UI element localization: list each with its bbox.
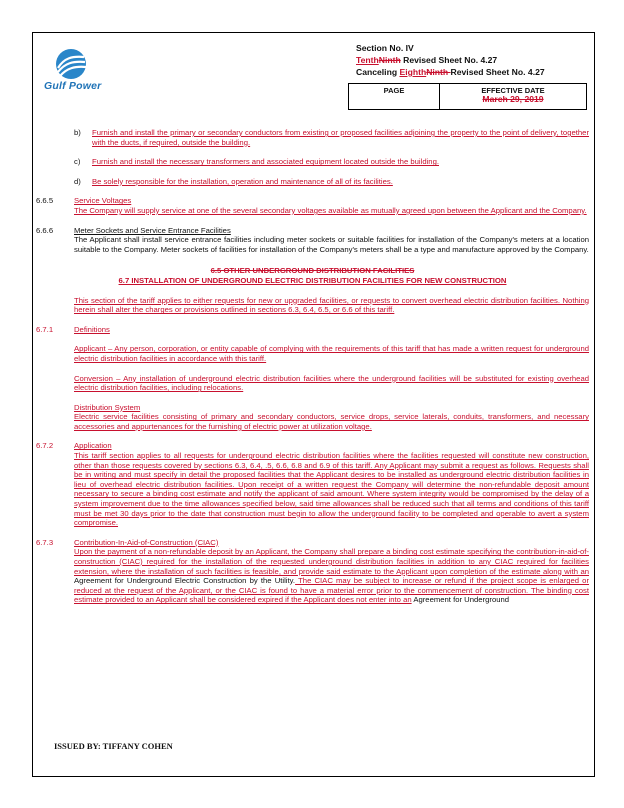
list-item-c bbox=[74, 157, 589, 167]
list-item-b bbox=[74, 128, 589, 147]
distribution-title: Distribution System bbox=[74, 402, 141, 412]
page-date-table bbox=[348, 83, 587, 110]
section-6-6-5 bbox=[36, 196, 589, 215]
section-number: Section No. IV bbox=[356, 43, 414, 53]
effective-date-cell bbox=[440, 84, 586, 109]
term: Conversion bbox=[74, 373, 113, 383]
new-heading: 6.7 INSTALLATION OF UNDERGROUND ELECTRIC DISTRIBUTION FACILITIES FOR NEW CONSTRUCTION bbox=[118, 275, 507, 285]
definition-conversion bbox=[74, 374, 589, 393]
list-label: b) bbox=[74, 128, 81, 137]
page-label: PAGE bbox=[349, 84, 440, 109]
company-logo bbox=[44, 48, 154, 98]
section-6-7-2 bbox=[36, 441, 589, 527]
effective-label: EFFECTIVE DATE bbox=[481, 86, 545, 95]
definition: – Any person, corporation, or entity capable of complying with the requirements of this tariff that has made a written request for underground electric distribution facilities in accordance with this tariff. bbox=[74, 344, 589, 363]
section-number: 6.7.3 bbox=[36, 537, 54, 547]
section-number: 6.7.1 bbox=[36, 324, 54, 334]
list-item-d bbox=[74, 177, 589, 187]
revised-suffix: Revised Sheet No. 4.27 bbox=[400, 55, 498, 65]
section-title: Meter Sockets and Service Entrance Facilities bbox=[74, 225, 231, 235]
section-title: Service Voltages bbox=[74, 196, 132, 206]
ciac-plain-2: Agreement for Underground bbox=[411, 595, 510, 605]
tariff-content bbox=[36, 128, 589, 605]
effective-date: March 29, 2019 bbox=[482, 94, 544, 104]
section-title: Definitions bbox=[74, 324, 110, 334]
old-heading: 6.5 OTHER UNDERGROUND DISTRIBUTION FACILITIES bbox=[210, 266, 415, 276]
canceling-sheet bbox=[356, 66, 545, 78]
distribution-text: Electric service facilities consisting of primary and secondary conductors, service drops, service laterals, conduits, transformers, and necessary accessories and appurtenances for the furnishing of electric power at utilization voltage. bbox=[74, 412, 589, 431]
revised-old: Ninth bbox=[378, 55, 401, 65]
definition-applicant bbox=[74, 344, 589, 363]
sheet-header bbox=[356, 42, 545, 78]
gulf-power-logo-icon bbox=[52, 48, 90, 80]
list-label: c) bbox=[74, 157, 81, 167]
revised-new: Tenth bbox=[356, 55, 379, 65]
section-title: Application bbox=[74, 441, 112, 451]
list-label: d) bbox=[74, 176, 81, 186]
term: Applicant bbox=[74, 344, 106, 354]
section-6-7-1 bbox=[36, 325, 589, 432]
section-number: 6.6.5 bbox=[36, 196, 54, 206]
canceling-suffix: Revised Sheet No. 4.27 bbox=[450, 67, 545, 77]
canceling-new: Eighth bbox=[399, 67, 427, 77]
section-text: The Applicant shall install service entrance facilities including meter sockets or suitable facilities for installation of the Company's meters at a location suitable to the Company. Meter sockets of facilities for installation of the Company's meters shall be a type and manufacture approved by the Company. bbox=[74, 235, 589, 254]
revised-sheet bbox=[356, 54, 545, 66]
section-number: 6.7.2 bbox=[36, 441, 54, 451]
intro-text: This section of the tariff applies to either requests for new or upgraded facilities, or requests to convert overhead electric distribution facilities. Nothing herein shall alter the charges or provisions outlined in sections 6.3, 6.4, 6.5, or 6.6 of this tariff. bbox=[74, 295, 589, 315]
canceling-old: Ninth bbox=[426, 67, 451, 77]
ciac-text-1: Upon the payment of a non-refundable deposit by an Applicant, the Company shall prepare a binding cost estimate specifying the contribution-in-aid-of-construction (CIAC) required for the installation of the requested underground distribution facilities in addition to any CIAC required for facilities extension, where the installation of such facilities is feasible, and provide said estimate to the Applicant upon completion of the estimate along with an bbox=[74, 547, 589, 576]
list-text: Be solely responsible for the installation, operation and maintenance of all of its facilities. bbox=[92, 176, 393, 186]
section-text: The Company will supply service at one of the several secondary voltages available as mutually agreed upon between the Applicant and the Company. bbox=[74, 205, 587, 215]
list-text: Furnish and install the necessary transformers and associated equipment located outside the building. bbox=[92, 157, 439, 167]
definition: – Any installation of underground electric distribution facilities where the underground facilities will be substituted for existing overhead electric distribution facilities, including relocations. bbox=[74, 373, 589, 393]
section-title: Contribution-In-Aid-of-Construction (CIAC) bbox=[74, 537, 219, 547]
section-number: 6.6.6 bbox=[36, 225, 54, 235]
section-text: This tariff section applies to all requests for underground electric distribution facilities where the facilities requested will constitute new construction, other than those requests covered by sections 6.3, 6.4, .5, 6.6, 6.8 and 6.9 of this tariff. Any Applicant may submit a request as follows. Requests shall be in writing and must specify in detail the proposed facilities that the Applicant desires to be installed as underground electric distribution facilities in lieu of overhead electric distribution facilities. Upon receipt of a written request the Company will determine the non-refundable deposit amount necessary to secure a binding cost estimate and notify the applicant of said amount. Where system integrity would be compromised by the delay of a system improvement due to the time allowances specified below, said time allowances shall be reduced such that all terms and conditions of this tariff must be met 30 days prior to the date that construction must begin to allow the underground facility to be completed and operable to avert a system compromise. bbox=[74, 451, 589, 528]
ciac-plain-1: Agreement for Underground Electric Construction by the Utility. bbox=[74, 576, 296, 586]
list-text: Furnish and install the primary or secondary conductors from existing or proposed facilities adjoining the property to the point of delivery, together with the ducts, if required, outside the building. bbox=[92, 128, 589, 147]
section-text bbox=[74, 547, 589, 605]
company-name: Gulf Power bbox=[44, 80, 102, 92]
section-6-6-6 bbox=[36, 226, 589, 255]
ciac-text-2: The CIAC may be subject to increase or refund if the project scope is enlarged or reduced at the request of the Applicant, or the CIAC is found to have a material error prior to the commencement of construction. The binding cost estimate provided to an Applicant shall be considered expired if the Applicant does not enter into an bbox=[74, 576, 590, 605]
section-6-7-3 bbox=[36, 538, 589, 605]
canceling-prefix: Canceling bbox=[356, 67, 400, 77]
issued-by: ISSUED BY: TIFFANY COHEN bbox=[54, 741, 173, 751]
